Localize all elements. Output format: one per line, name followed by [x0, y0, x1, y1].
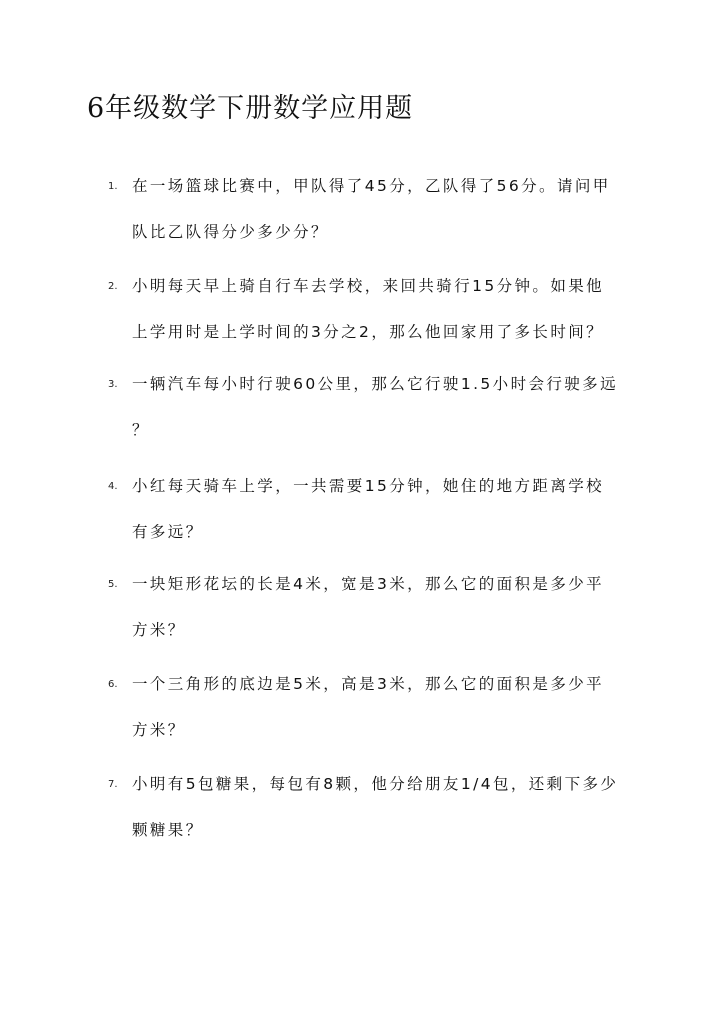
question-text-line: 小明每天早上骑自行车去学校，来回共骑行15分钟。如果他: [132, 277, 605, 295]
question-text-line: 在一场篮球比赛中，甲队得了45分，乙队得了56分。请问甲: [132, 177, 611, 195]
question-text-line: 小明有5包糖果，每包有8颗，他分给朋友1/4包，还剩下多少: [132, 775, 619, 793]
question-text-line: 方米？: [132, 621, 186, 639]
question-number: 3.: [108, 379, 118, 390]
document-title: 6年级数学下册数学应用题: [87, 93, 414, 124]
question-text-line: 方米？: [132, 721, 186, 739]
question-text-line: 一块矩形花坛的长是4米，宽是3米，那么它的面积是多少平: [132, 575, 605, 593]
question-number: 7.: [108, 779, 118, 790]
question-number: 2.: [108, 281, 118, 292]
question-text-line: 队比乙队得分少多少分？: [132, 223, 329, 241]
question-text-line: 上学用时是上学时间的3分之2，那么他回家用了多长时间？: [132, 323, 605, 341]
question-text-line: 一辆汽车每小时行驶60公里，那么它行驶1.5小时会行驶多远: [132, 375, 618, 393]
question-text-line: 一个三角形的底边是5米，高是3米，那么它的面积是多少平: [132, 675, 605, 693]
question-number: 6.: [108, 679, 118, 690]
question-text-line: 有多远？: [132, 523, 204, 541]
question-text-line: 颗糖果？: [132, 821, 204, 839]
question-number: 4.: [108, 481, 118, 492]
question-text-line: ？: [132, 421, 150, 439]
question-number: 1.: [108, 181, 118, 192]
question-text-line: 小红每天骑车上学，一共需要15分钟，她住的地方距离学校: [132, 477, 605, 495]
question-number: 5.: [108, 579, 118, 590]
